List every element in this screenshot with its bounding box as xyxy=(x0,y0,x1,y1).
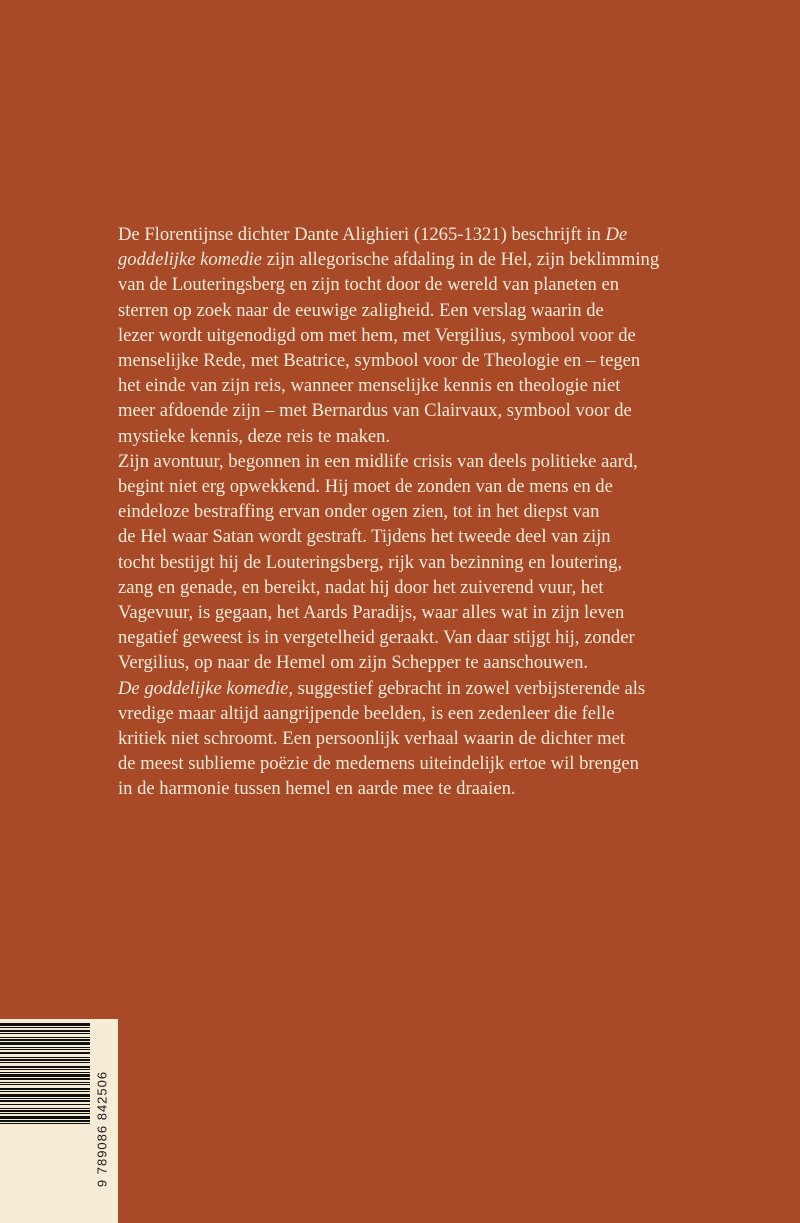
text-line: vredige maar altijd aangrijpende beelden, is een zedenleer die felle xyxy=(118,702,615,724)
text-line: de meest sublieme poëzie de medemens uiteindelijk ertoe wil brengen xyxy=(118,753,639,775)
barcode-stripe xyxy=(0,1042,90,1045)
text-line: Zijn avontuur, begonnen in een midlife crisis van deels politieke aard, xyxy=(118,450,638,472)
barcode-stripe xyxy=(0,1030,90,1032)
barcode-stripe xyxy=(0,1066,90,1068)
text-line: Vergilius, op naar de Hemel om zijn Schepper te aanschouwen. xyxy=(118,652,589,674)
barcode-stripe xyxy=(0,1084,90,1085)
barcode-stripe xyxy=(0,1123,90,1124)
barcode-stripe xyxy=(0,1033,90,1034)
text-line: het einde van zijn reis, wanneer menselijke kennis en theologie niet xyxy=(118,375,621,397)
text-line: de Hel waar Satan wordt gestraft. Tijdens het tweede deel van zijn xyxy=(118,526,611,548)
barcode-stripe xyxy=(0,1052,90,1054)
barcode-stripe xyxy=(0,1039,90,1041)
text-line: kritiek niet schroomt. Een persoonlijk verhaal waarin de dichter met xyxy=(118,728,626,750)
blurb-paragraph-1 xyxy=(118,222,698,449)
barcode-stripe xyxy=(0,1116,90,1119)
barcode-stripe xyxy=(0,1100,90,1102)
barcode-stripe xyxy=(0,1069,90,1070)
barcode-stripe xyxy=(0,1037,90,1038)
barcode-bars xyxy=(0,1019,90,1223)
barcode-stripe xyxy=(0,1062,90,1063)
text-line: zang en genade, en bereikt, nadat hij door het zuiverend vuur, het xyxy=(118,576,604,598)
text-line: goddelijke komedie zijn allegorische afdaling in de Hel, zijn beklimming xyxy=(118,249,660,271)
book-title-italic: goddelijke komedie xyxy=(118,249,263,271)
barcode-stripe xyxy=(0,1094,90,1097)
barcode-stripe xyxy=(0,1088,90,1090)
barcode-panel xyxy=(0,1019,118,1223)
barcode-stripe xyxy=(0,1049,90,1050)
barcode-stripe xyxy=(0,1072,90,1073)
barcode-stripe xyxy=(0,1047,90,1048)
isbn-number: 9 789086 842506 xyxy=(94,1070,110,1188)
barcode-stripe xyxy=(0,1082,90,1083)
barcode-stripe xyxy=(0,1027,90,1028)
barcode-stripe xyxy=(0,1104,90,1105)
text-line: menselijke Rede, met Beatrice, symbool voor de Theologie en – tegen xyxy=(118,350,641,372)
barcode-stripe xyxy=(0,1023,90,1026)
text-line: tocht bestijgt hij de Louteringsberg, rijk van bezinning en loutering, xyxy=(118,551,623,573)
barcode-stripe xyxy=(0,1091,90,1092)
back-cover-blurb xyxy=(118,222,698,802)
text-line: begint niet erg opwekkend. Hij moet de zonden van de mens en de xyxy=(118,476,613,498)
barcode-stripe xyxy=(0,1113,90,1114)
text-line: De Florentijnse dichter Dante Alighieri (1265-1321) beschrijft in De xyxy=(118,224,628,245)
text-line: De goddelijke komedie, suggestief gebracht in zowel verbijsterende als xyxy=(118,677,646,699)
text-line: mystieke kennis, deze reis te maken. xyxy=(118,425,391,447)
barcode-stripe xyxy=(0,1057,90,1058)
barcode-stripe xyxy=(0,1110,90,1112)
text-line: Vagevuur, is gegaan, het Aards Paradijs, waar alles wat in zijn leven xyxy=(118,602,625,624)
barcode-stripe xyxy=(0,1059,90,1061)
book-title-italic: De goddelijke komedie, xyxy=(118,677,294,699)
text-line: van de Louteringsberg en zijn tocht door de wereld van planeten en xyxy=(118,274,619,296)
barcode-stripe xyxy=(0,1074,90,1077)
text-line: sterren op zoek naar de eeuwige zaligheid. Een verslag waarin de xyxy=(118,299,604,321)
text-line: eindeloze bestraffing ervan onder ogen zien, tot in het diepst van xyxy=(118,501,600,523)
barcode-stripe xyxy=(0,1120,90,1122)
book-title-italic: De xyxy=(605,224,628,245)
blurb-paragraph-2 xyxy=(118,449,698,676)
text-line: negatief geweest is in vergetelheid geraakt. Van daar stijgt hij, zonder xyxy=(118,627,635,649)
blurb-paragraph-3 xyxy=(118,676,698,802)
barcode-stripe xyxy=(0,1098,90,1099)
text-line: lezer wordt uitgenodigd om met hem, met Vergilius, symbool voor de xyxy=(118,324,636,346)
text-line: in de harmonie tussen hemel en aarde mee te draaien. xyxy=(118,778,516,800)
text-line: meer afdoende zijn – met Bernardus van Clairvaux, symbool voor de xyxy=(118,400,632,422)
barcode-stripe xyxy=(0,1108,90,1109)
barcode-stripe xyxy=(0,1078,90,1080)
